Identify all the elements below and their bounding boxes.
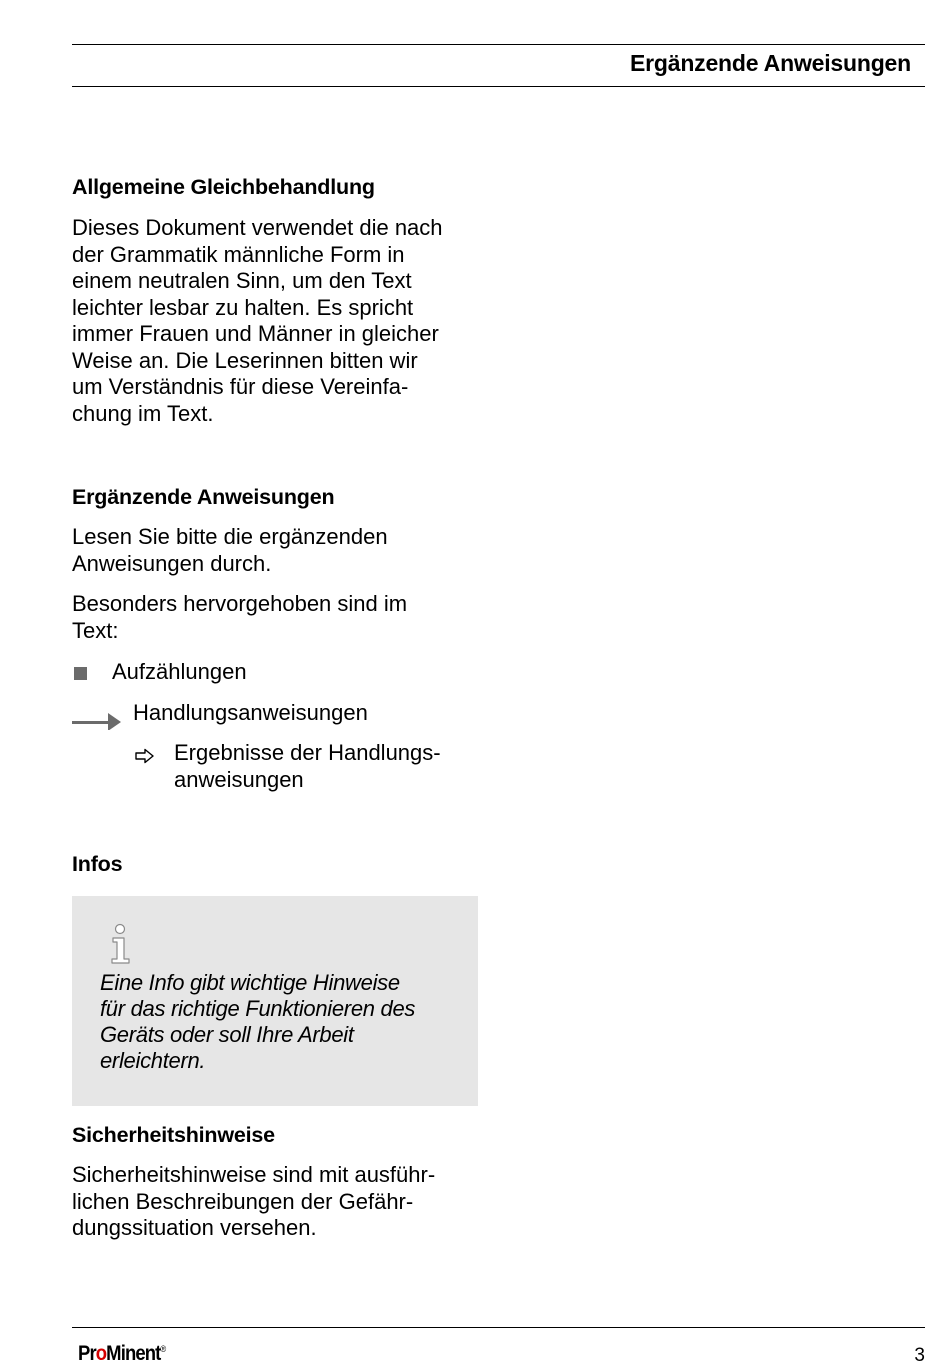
text-line: Eine Info gibt wichtige Hinweise [100,970,400,995]
text-line: erleichtern. [100,1048,206,1073]
text-line: Sicherheitshinweise sind mit ausführ- [72,1162,436,1187]
heading-sicherheit: Sicherheitshinweise [72,1123,275,1147]
logo-text-part: Minent [106,1342,161,1365]
text-line: Geräts oder soll Ihre Arbeit [100,1022,354,1047]
text-line: dungssituation versehen. [72,1215,317,1240]
text-line: Weise an. Die Leserinnen bitten wir [72,347,418,373]
heading-anweisungen: Ergänzende Anweisungen [72,485,335,509]
logo-accent-letter: o [95,1342,107,1365]
paragraph-sicherheit [72,1162,482,1242]
result-text [174,740,494,793]
bullet-text: Aufzählungen [112,659,247,684]
text-line: lichen Beschreibungen der Gefähr- [72,1188,414,1214]
text-line: Dieses Dokument verwendet die nach [72,215,443,240]
section-infos [72,851,482,877]
paragraph-anweisungen-2 [72,591,482,644]
heading-gleichbehandlung: Allgemeine Gleichbehandlung [72,175,375,199]
text-line: Besonders hervorgehoben sind im [72,591,408,616]
text-line: einem neutralen Sinn, um den Text [72,268,412,293]
logo-text-part: Pr [78,1342,96,1365]
header-rule-bottom [72,86,925,87]
header-rule-top [72,44,925,45]
info-icon [107,923,137,965]
text-line: für das richtige Funktionieren des [100,996,416,1021]
logo-registered-mark: ® [160,1344,167,1354]
text-line: immer Frauen und Männer in gleicher [72,321,439,346]
text-line: um Verständnis für diese Vereinfa- [72,374,409,399]
text-line: chung im Text. [72,400,214,426]
section-gleichbehandlung [72,174,482,427]
text-line: Text: [72,617,119,643]
text-line: Anweisungen durch. [72,550,272,576]
result-arrow-icon [135,748,155,764]
action-arrow-icon [72,710,124,730]
paragraph-anweisungen-1 [72,524,482,577]
paragraph-gleichbehandlung [72,215,482,427]
prominent-logo [78,1342,166,1366]
square-bullet-icon [74,667,87,680]
page-number: 3 [914,1345,925,1366]
info-text [100,970,470,1074]
text-line: Ergebnisse der Handlungs- [174,740,441,765]
info-box [72,896,478,1106]
page-header-title: Ergänzende Anweisungen [629,50,911,76]
section-anweisungen [72,484,482,644]
footer-rule [72,1327,925,1328]
text-line: anweisungen [174,766,304,792]
text-line: leichter lesbar zu halten. Es spricht [72,294,414,320]
text-line: Lesen Sie bitte die ergänzenden [72,524,388,549]
text-line: der Grammatik männliche Form in [72,241,405,267]
action-text: Handlungsanweisungen [133,700,368,725]
section-sicherheit [72,1122,482,1242]
heading-infos: Infos [72,852,123,876]
